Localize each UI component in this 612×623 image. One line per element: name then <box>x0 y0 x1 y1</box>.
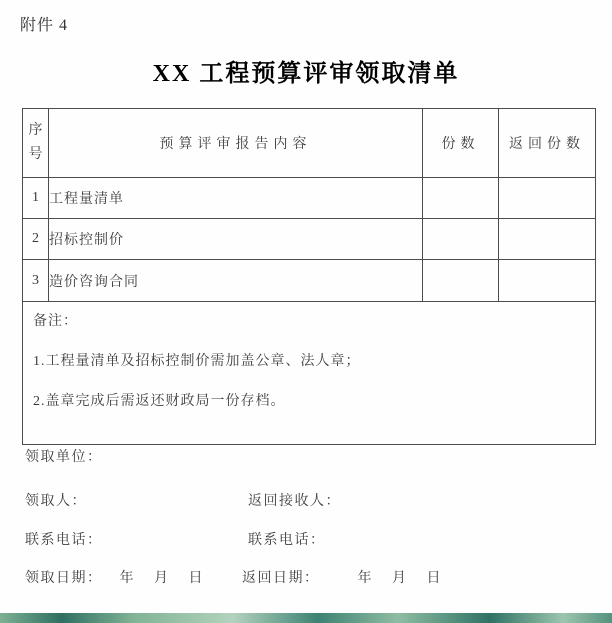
header-cell-no: 序号 <box>23 109 49 178</box>
return-date-day: 日 <box>426 571 442 586</box>
returned-copies-cell <box>499 178 596 219</box>
copies-cell <box>423 260 499 302</box>
header-cell-content: 预算评审报告内容 <box>49 109 423 178</box>
receiving-unit-label: 领取单位： <box>25 450 103 465</box>
receiver-label: 领取人： <box>25 494 87 509</box>
attachment-label: 附件 4 <box>20 17 69 34</box>
row-number: 2 <box>23 219 49 260</box>
pickup-date-year: 年 <box>119 571 135 586</box>
remarks-row <box>23 302 596 445</box>
remarks-cell <box>23 302 596 445</box>
return-date-year: 年 <box>357 571 373 586</box>
return-date-month: 月 <box>392 571 408 586</box>
pickup-date-line <box>25 567 204 587</box>
bottom-accent-bar <box>0 613 612 623</box>
copies-cell <box>423 219 499 260</box>
copies-cell <box>423 178 499 219</box>
return-receiver-label: 返回接收人： <box>248 494 341 509</box>
remark-item: 1.工程量清单及招标控制价需加盖公章、法人章； <box>33 354 361 369</box>
table-row <box>23 260 596 302</box>
table-row <box>23 219 596 260</box>
header-cell-returned: 返回份数 <box>499 109 596 178</box>
contact-phone-right-label: 联系电话： <box>248 533 326 548</box>
return-date-label: 返回日期： <box>242 571 320 586</box>
row-content: 造价咨询合同 <box>49 260 423 302</box>
table-row <box>23 178 596 219</box>
row-content: 工程量清单 <box>49 178 423 219</box>
return-date-line <box>242 567 442 587</box>
pickup-date-label: 领取日期： <box>25 571 103 586</box>
pickup-date-day: 日 <box>188 571 204 586</box>
table-header-row <box>23 109 596 178</box>
row-number: 1 <box>23 178 49 219</box>
header-cell-copies: 份数 <box>423 109 499 178</box>
returned-copies-cell <box>499 260 596 302</box>
remarks-label: 备注： <box>33 314 78 329</box>
row-content: 招标控制价 <box>49 219 423 260</box>
returned-copies-cell <box>499 219 596 260</box>
page-title: XX 工程预算评审领取清单 <box>152 61 460 87</box>
remark-item: 2.盖章完成后需返还财政局一份存档。 <box>33 394 286 409</box>
contact-phone-left-label: 联系电话： <box>25 533 103 548</box>
row-number: 3 <box>23 260 49 302</box>
receipt-table <box>22 108 596 445</box>
pickup-date-month: 月 <box>154 571 170 586</box>
